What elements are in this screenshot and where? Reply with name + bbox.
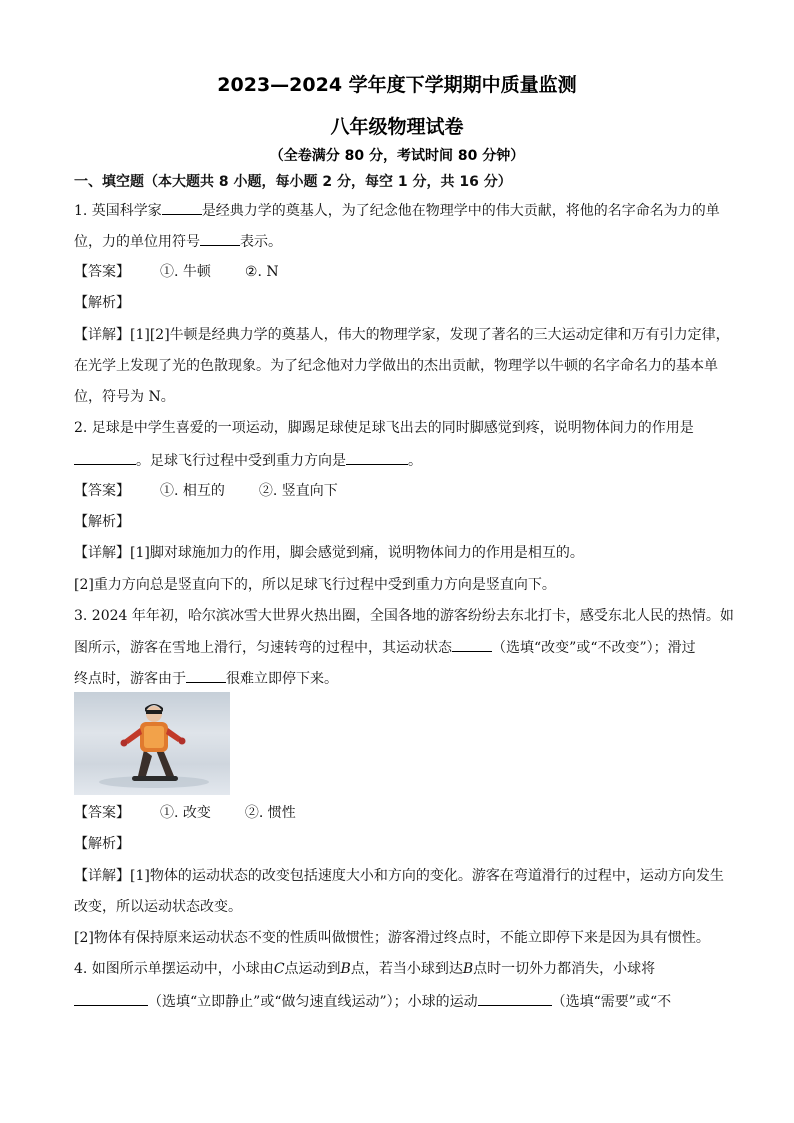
q1-detail-text-1: [1][2]牛顿是经典力学的奠基人，伟大的物理学家，发现了著名的三大运动定律和万有引力定律， (130, 327, 730, 343)
q4-point-b-2: B (462, 961, 474, 977)
q1-detail-3: 位，符号为 N。 (74, 389, 175, 405)
q3-answer-1: ①. 改变 (160, 805, 211, 821)
snowboarder-illustration (74, 692, 230, 795)
exam-title: 2023—2024 学年度下学期期中质量监测 (217, 74, 577, 96)
answer-label: 【答案】 (74, 264, 130, 280)
q1-text-c: 位，力的单位用符号 (74, 234, 200, 250)
q4-line2 (74, 991, 734, 1012)
q1-detail-1 (74, 325, 734, 345)
q1-line1 (74, 200, 734, 221)
q2-blank-2 (346, 450, 408, 465)
q1-text-d: 表示。 (240, 234, 282, 250)
q2-answer-2: ②. 竖直向下 (258, 483, 338, 499)
q4-point-c: C (273, 961, 285, 977)
q1-text-b: 是经典力学的奠基人，为了纪念他在物理学中的伟大贡献，将他的名字命名为力的单 (201, 203, 720, 219)
q4-blank-1 (74, 991, 148, 1006)
q3-text-d: 很难立即停下来。 (226, 671, 338, 687)
q4-text-a: 4. 如图所示单摆运动中，小球由 (74, 961, 274, 977)
detail-label: 【详解】 (74, 868, 130, 884)
exam-note: （全卷满分 80 分，考试时间 80 分钟） (269, 148, 525, 164)
q1-text-a: 1. 英国科学家 (74, 203, 162, 219)
q1-blank-1 (162, 200, 202, 215)
q3-answer (74, 803, 734, 823)
detail-label: 【详解】 (74, 545, 130, 561)
exam-subject: 八年级物理试卷 (330, 116, 464, 138)
q3-blank-2 (186, 668, 226, 683)
q3-detail-1 (74, 866, 734, 886)
q1-answer-1: ①. 牛顿 (160, 264, 211, 280)
q1-answer (74, 262, 734, 282)
q3-line2 (74, 637, 734, 658)
q1-line2 (74, 231, 734, 252)
q3-line1: 3. 2024 年年初，哈尔滨冰雪大世界火热出圈，全国各地的游客纷纷去东北打卡，感受东北人民的热情。如 (74, 608, 734, 624)
q2-detail-2: [2]重力方向总是竖直向下的，所以足球飞行过程中受到重力方向是竖直向下。 (74, 577, 556, 593)
q2-detail-text-1: [1]脚对球施加力的作用，脚会感觉到痛，说明物体间力的作用是相互的。 (130, 545, 584, 561)
detail-label: 【详解】 (74, 327, 130, 343)
q4-text-b: 点运动到 (284, 961, 341, 977)
q2-line2 (74, 450, 734, 471)
q4-point-b: B (340, 961, 351, 977)
answer-label: 【答案】 (74, 805, 130, 821)
q4-line1 (74, 959, 734, 979)
q3-answer-2: ②. 惯性 (244, 805, 296, 821)
q2-text-b: 。 (408, 453, 422, 469)
answer-label: 【答案】 (74, 483, 130, 499)
q2-analysis-label: 【解析】 (74, 514, 130, 530)
q2-detail-1 (74, 543, 734, 563)
q4-text-c: 点，若当小球到达 (350, 961, 463, 977)
q2-answer-1: ①. 相互的 (160, 483, 225, 499)
q1-blank-2 (200, 231, 240, 246)
q3-text-b: （选填“改变”或“不改变”）；滑过 (492, 640, 696, 656)
q4-blank-2 (478, 991, 552, 1006)
q4-text-e: （选填“立即静止”或“做匀速直线运动”）；小球的运动 (148, 994, 478, 1010)
q3-detail-3: [2]物体有保持原来运动状态不变的性质叫做惯性；游客滑过终点时，不能立即停下来是因为具有惯性。 (74, 930, 710, 946)
q3-text-c: 终点时，游客由于 (74, 671, 186, 687)
q1-detail-2: 在光学上发现了光的色散现象。为了纪念他对力学做出的杰出贡献，物理学以牛顿的名字命名力的基本单 (74, 358, 718, 374)
q3-text-a: 图所示，游客在雪地上滑行，匀速转弯的过程中，其运动状态 (74, 640, 452, 656)
q1-answer-2: ②. N (244, 264, 279, 280)
q2-answer (74, 481, 734, 501)
q2-blank-1 (74, 450, 136, 465)
q3-detail-text-1: [1]物体的运动状态的改变包括速度大小和方向的变化。游客在弯道滑行的过程中，运动方向发生 (130, 868, 724, 884)
snowboarder-photo (74, 692, 230, 795)
q3-analysis-label: 【解析】 (74, 836, 130, 852)
q3-line3 (74, 668, 734, 689)
section-heading: 一、填空题（本大题共 8 小题，每小题 2 分，每空 1 分，共 16 分） (74, 174, 512, 190)
q4-text-f: （选填“需要”或“不 (551, 994, 672, 1010)
q2-line1: 2. 足球是中学生喜爱的一项运动，脚踢足球使足球飞出去的同时脚感觉到疼，说明物体间力的作用是 (74, 420, 694, 436)
q1-analysis-label: 【解析】 (74, 295, 130, 311)
q2-text-a: 。足球飞行过程中受到重力方向是 (136, 453, 346, 469)
q3-detail-2: 改变，所以运动状态改变。 (74, 899, 242, 915)
q4-text-d: 点时一切外力都消失，小球将 (473, 961, 656, 977)
q3-blank-1 (452, 637, 492, 652)
